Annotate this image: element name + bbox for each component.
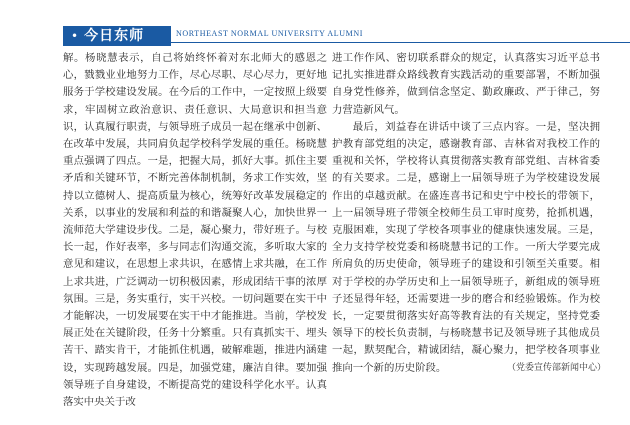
section-tab bbox=[63, 26, 171, 46]
article-column-left bbox=[63, 50, 327, 411]
header-rule bbox=[171, 42, 630, 43]
paragraph: 解。杨晓慧表示，自己将始终怀着对东北师大的感恩之心，戮戮业业地努力工作，尽心尽职、尽心尽力，更好地服务于学校建设发展。在今后的工作中，一定按照上级要求，牢固树立政治意识、责任意识、大局意识和担当意识，认真履行职责，与领导班子成员一起在继承中创新、在改革中发展，共同肩负起学校科学发展的重任。杨晓慧重点强调了四点。一是，把握大局，抓好大事。抓住主要矛盾和关键环节，不断完善体制机制，务求工作实效，坚持以立德树人、提高质量为核心，统筹好改革发展稳定的关系，以事业的发展和利益的和谐凝聚人心，加快世界一流师范大学建设步伐。二是，凝心聚力，带好班子。与校长一起，作好表率，多与同志们沟通交流，多听取大家的意见和建议，在思想上求共识，在感情上求共融，在工作上求共进，广泛调动一切积极因素，形成团结干事的浓厚氛围。三是，务实重行，实干兴校。一切问题要在实干中才能解决，一切发展要在实干中才能推进。当前，学校发展正处在关键阶段，任务十分繁重。只有真抓实干、埋头苦干、踏实肯干，才能抓住机遇，破解难题，推进内涵建设，实现跨越发展。四是，加强党建，廉洁自律。要加强领导班子自身建设，不断提高党的建设科学化水平。认真落实中央关于改 bbox=[63, 52, 327, 409]
article-credit: （党委宣传部新闻中心） bbox=[506, 363, 606, 373]
paragraph: 进工作作风、密切联系群众的规定，认真落实习近平总书记扎实推进群众路线教育实践活动的重要部署，不断加强自身党性修养，做到信念坚定、勤政廉政、严于律己，努力营造新风气。 bbox=[332, 52, 600, 116]
section-subtitle: NORTHEAST NORMAL UNIVERSITY ALUMNI bbox=[176, 29, 363, 38]
article-column-right bbox=[332, 50, 600, 377]
paragraph: 最后，刘益春在讲话中谈了三点内容。一是，坚决拥护教育部党组的决定，感谢教育部、吉林省对我校工作的重视和关怀，学校将认真贯彻落实教育部党组、吉林省委的有关要求。二是，感谢上一届领导班子为学校建设发展作出的卓越贡献。在盛连喜书记和史宁中校长的带领下，上一届领导班子带领全校师生员工审时度势，抢抓机遇，克服困难，实现了学校各项事业的健康快速发展。三是，全力支持学校党委和杨晓慧书记的工作。一所大学要完成所肩负的历史使命，领导班子的建设和引领至关重要。相对于学校的办学历史和上一届领导班子，新组成的领导班子还显得年轻，还需要进一步的磨合和经验锻炼。作为校长，一定要贯彻落实好高等教育法的有关规定，坚持党委领导下的校长负责制，与杨晓慧书记及领导班子其他成员一起，默契配合，精诚团结，凝心聚力，把学校各项事业推向一个新的历史阶段。 bbox=[332, 120, 600, 374]
section-header bbox=[63, 26, 630, 46]
section-title: 今日东师 bbox=[84, 28, 145, 44]
bullet-dot-icon: • bbox=[71, 29, 79, 43]
